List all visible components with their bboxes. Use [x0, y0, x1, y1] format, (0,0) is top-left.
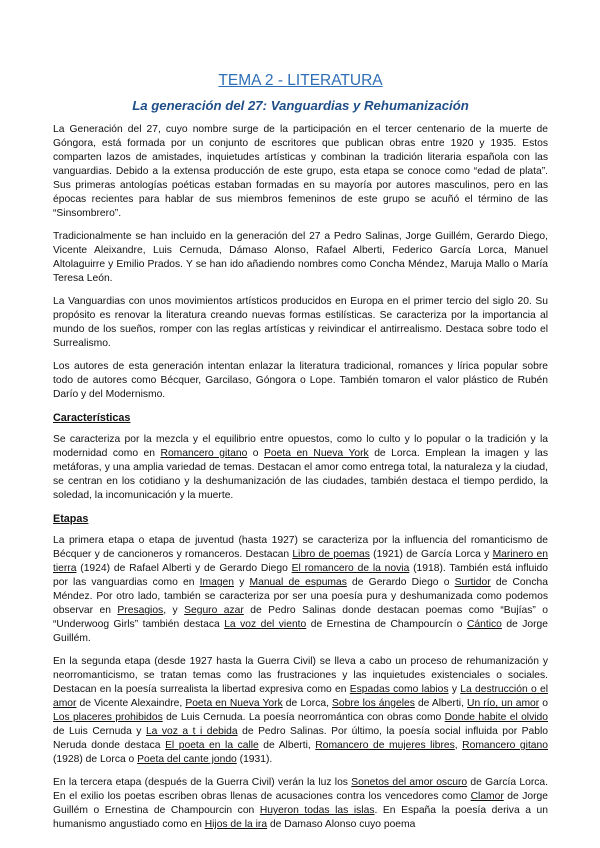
etapas-paragraph-3: En la tercera etapa (después de la Guerra Civil) verán la luz los Sonetos del amor oscuro de García Lorca. En el exilio los poetas escriben obras llenas de acusaciones contra los vencedores como Clamor de Jorge Guillém o Ernestina de Champourcin con Huyeron todas las islas. En España la poesía deriva a un humanismo angustiado como en Hijos de la ira de Damaso Alonso cuyo poema — [53, 777, 549, 830]
work-title: Espadas como labios — [349, 684, 449, 695]
work-title: Imagen — [199, 577, 235, 588]
work-title: Poeta en Nueva York — [264, 448, 369, 459]
work-title: Poeta del cante jondo — [137, 754, 237, 765]
work-title: Sonetos del amor oscuro — [351, 777, 468, 788]
work-title: Romancero gitano — [160, 448, 248, 459]
work-title: Sobre los ángeles — [332, 698, 415, 709]
work-title: Seguro azar — [184, 605, 244, 616]
work-title: Libro de poemas — [292, 549, 370, 560]
work-title: Un río, un amor — [467, 698, 540, 709]
intro-paragraph-4: Los autores de esta generación intentan enlazar la literatura tradicional, romances y lírica popular sobre todo de autores como Bécquer, Garcilaso, Góngora o Lope. También tomaron el valor plástico de Rubén Darío y del Modernismo. — [53, 361, 548, 400]
intro-paragraph-3: La Vanguardias con unos movimientos artísticos producidos en Europa en el primer tercio del siglo 20. Su propósito es renovar la literatura creando nuevas formas estilísticas. Se caracteriza por la importancia al mundo de los sueños, romper con las reglas artísticas y reivindicar el antirrealismo. Destaca sobre todo el Surrealismo. — [53, 296, 548, 349]
section-heading-caracteristicas: Características — [53, 412, 131, 424]
caracteristicas-paragraph: Se caracteriza por la mezcla y el equilibrio entre opuestos, como lo culto y lo popular o la tradición y la modernidad como en Romancero gitano o Poeta en Nueva York de Lorca. Emplean la imagen y las metáforas, y una amplia variedad de temas. Destacan el amor como entrega total, la naturaleza y la ciudad, se centran en los cotidiano y la deshumanización de las ciudades, también destaca el tiempo perdido, la soledad, la incomunicación y la muerte. — [53, 434, 549, 501]
work-title: Presagios — [117, 605, 164, 616]
work-title: Manual de espumas — [249, 577, 347, 588]
work-title: La voz a t i debida — [145, 726, 238, 737]
work-title: Donde habite el olvido — [444, 712, 548, 723]
work-title: La voz del viento — [224, 619, 307, 630]
work-title: Huyeron todas las islas — [259, 805, 375, 816]
intro-paragraph-1: La Generación del 27, cuyo nombre surge de la participación en el tercer centenario de la muerte de Góngora, está formada por un conjunto de escritores que publican obras entre 1920 y 1935. Estos comparten lazos de amistades, inquietudes artísticas y combinan la tradición literaria española con las vanguardias. Debido a la extensa producción de este grupo, esta etapa se conoce como “edad de plata”. Sus primeras antologías poéticas estaban formadas en su mayoría por autores masculinos, pero en las épocas recientes para hablar de sus miembros femeninos de este grupo se acuñó el término de las “Sinsombrero”. — [53, 124, 548, 219]
work-title: Romancero de mujeres libres — [315, 740, 455, 751]
work-title: La destrucción o el amor — [53, 684, 548, 709]
work-title: Romancero gitano — [462, 740, 548, 751]
page-title: TEMA 2 - LITERATURA — [218, 72, 383, 89]
etapas-paragraph-1: La primera etapa o etapa de juventud (hasta 1927) se caracteriza por la influencia del romanticismo de Bécquer y de cancioneros y romanceros. Destacan Libro de poemas (1921) de García Lorca y Marinero en tierra (1924) de Rafael Alberti y de Gerardo Diego El romancero de la novia (1918). También está influido por las vanguardias como en Imagen y Manual de espumas de Gerardo Diego o Surtidor de Concha Méndez. Por otro lado, también se caracteriza por ser una poesía pura y deshumanizada como podemos observar en Presagios, y Seguro azar de Pedro Salinas donde destacan poemas como “Bujías” o “Underwoog Girls” también destaca La voz del viento de Ernestina de Champourcín o Cántico de Jorge Guillém. — [53, 535, 548, 644]
work-title: El romancero de la novia — [291, 563, 410, 574]
work-title: Cántico — [466, 619, 502, 630]
work-title: El poeta en la calle — [165, 740, 259, 751]
etapas-paragraph-2: En la segunda etapa (desde 1927 hasta la Guerra Civil) se lleva a cabo un proceso de rehumanización y neorromanticismo, se tratan temas como las frustraciones y las inquietudes existenciales o sociales. Destacan en la poesía surrealista la libertad expresiva como en Espadas como labios y La destrucción o el amor de Vicente Alexaindre, Poeta en Nueva York de Lorca, Sobre los ángeles de Alberti, Un río, un amor o Los placeres prohibidos de Luis Cernuda. La poesía neorromántica con obras como Donde habite el olvido de Luis Cernuda y La voz a t i debida de Pedro Salinas. Por último, la poesía social influida por Pablo Neruda donde destaca El poeta en la calle de Alberti, Romancero de mujeres libres, Romancero gitano (1928) de Lorca o Poeta del cante jondo (1931). — [53, 656, 549, 765]
work-title: Clamor — [470, 791, 504, 802]
page-subtitle: La generación del 27: Vanguardias y Rehumanización — [132, 98, 469, 113]
intro-paragraph-2: Tradicionalmente se han incluido en la generación del 27 a Pedro Salinas, Jorge Guillém, Gerardo Diego, Vicente Aleixandre, Luis Cernuda, Dámaso Alonso, Rafael Alberti, Federico García Lorca, Manuel Altolaguirre y Emilio Prados. Y se han ido añadiendo nombres como Concha Méndez, Maruja Mallo o María Teresa León. — [53, 231, 548, 284]
work-title: Poeta en Nueva York — [185, 698, 283, 709]
section-heading-etapas: Etapas — [53, 513, 89, 525]
work-title: Surtidor — [454, 577, 491, 588]
work-title: Marinero en tierra — [53, 549, 548, 574]
work-title: Hijos de la ira — [204, 819, 268, 830]
work-title: Los placeres prohibidos — [53, 712, 163, 723]
